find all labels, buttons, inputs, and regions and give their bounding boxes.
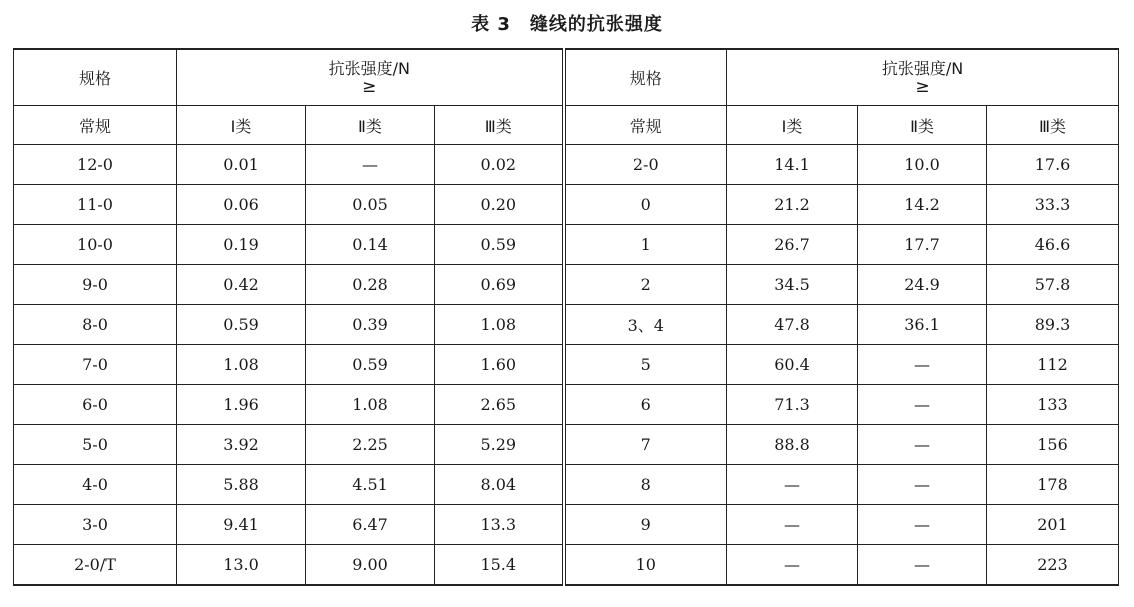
class2-value: 6.47: [306, 505, 435, 545]
class1-value: 0.01: [177, 145, 306, 185]
spec-cell: 4-0: [14, 465, 177, 505]
class3-value: 2.65: [435, 385, 564, 425]
class2-header: Ⅱ类: [306, 106, 435, 145]
spec-cell: 6-0: [14, 385, 177, 425]
class3-value: 0.59: [435, 225, 564, 265]
spec-cell: 5: [564, 345, 727, 385]
class1-value: 3.92: [177, 425, 306, 465]
class3-value: 201: [987, 505, 1119, 545]
strength-header-right: [727, 49, 1119, 106]
class2-value: 1.08: [306, 385, 435, 425]
class3-value: 223: [987, 545, 1119, 586]
class2-value: 0.59: [306, 345, 435, 385]
class2-value: 17.7: [858, 225, 987, 265]
spec-header-left: 规格: [14, 49, 177, 106]
class1-value: 5.88: [177, 465, 306, 505]
class1-value: —: [727, 465, 858, 505]
spec-cell: 10: [564, 545, 727, 586]
class2-value: 0.05: [306, 185, 435, 225]
spec-cell: 2-0: [564, 145, 727, 185]
class1-value: 9.41: [177, 505, 306, 545]
class3-value: 15.4: [435, 545, 564, 586]
strength-label: 抗张强度/N: [881, 59, 964, 78]
strength-header-left: [177, 49, 564, 106]
class1-header: Ⅰ类: [177, 106, 306, 145]
table-row: [14, 385, 1119, 425]
class1-value: —: [727, 545, 858, 586]
class1-value: —: [727, 505, 858, 545]
spec-cell: 3、4: [564, 305, 727, 345]
ge-symbol: ≥: [915, 77, 930, 97]
spec-cell: 9: [564, 505, 727, 545]
class3-value: 1.08: [435, 305, 564, 345]
table-row: [14, 505, 1119, 545]
class1-value: 0.59: [177, 305, 306, 345]
class3-value: 89.3: [987, 305, 1119, 345]
spec-cell: 3-0: [14, 505, 177, 545]
class1-value: 88.8: [727, 425, 858, 465]
class3-value: 5.29: [435, 425, 564, 465]
class2-value: —: [858, 505, 987, 545]
spec-header-right: 规格: [564, 49, 727, 106]
class2-value: 0.14: [306, 225, 435, 265]
class1-value: 14.1: [727, 145, 858, 185]
header-row-2: [14, 106, 1119, 145]
class1-value: 71.3: [727, 385, 858, 425]
class3-value: 1.60: [435, 345, 564, 385]
class1-header: Ⅰ类: [727, 106, 858, 145]
spec-cell: 0: [564, 185, 727, 225]
class1-value: 21.2: [727, 185, 858, 225]
table-row: [14, 145, 1119, 185]
class2-value: 24.9: [858, 265, 987, 305]
class1-value: 34.5: [727, 265, 858, 305]
class3-header: Ⅲ类: [987, 106, 1119, 145]
class2-value: 2.25: [306, 425, 435, 465]
spec-cell: 1: [564, 225, 727, 265]
table-row: [14, 305, 1119, 345]
header-row-1: [14, 49, 1119, 106]
spec-cell: 8-0: [14, 305, 177, 345]
class2-value: 10.0: [858, 145, 987, 185]
class2-value: 36.1: [858, 305, 987, 345]
ge-symbol: ≥: [362, 77, 377, 97]
table-row: [14, 465, 1119, 505]
class2-value: —: [858, 345, 987, 385]
class2-value: —: [858, 425, 987, 465]
class1-value: 1.96: [177, 385, 306, 425]
class1-value: 1.08: [177, 345, 306, 385]
class3-value: 8.04: [435, 465, 564, 505]
spec-cell: 10-0: [14, 225, 177, 265]
class2-value: 4.51: [306, 465, 435, 505]
class3-value: 0.02: [435, 145, 564, 185]
table-row: [14, 345, 1119, 385]
class2-value: 9.00: [306, 545, 435, 586]
spec-cell: 6: [564, 385, 727, 425]
class3-value: 112: [987, 345, 1119, 385]
spec-cell: 2-0/T: [14, 545, 177, 586]
class3-header: Ⅲ类: [435, 106, 564, 145]
class3-value: 13.3: [435, 505, 564, 545]
class1-value: 60.4: [727, 345, 858, 385]
spec-cell: 2: [564, 265, 727, 305]
spec-cell: 7-0: [14, 345, 177, 385]
class1-value: 0.42: [177, 265, 306, 305]
class2-value: —: [858, 465, 987, 505]
normal-header: 常规: [14, 106, 177, 145]
class2-value: —: [858, 385, 987, 425]
table-title: 表 3 缝线的抗张强度: [471, 14, 663, 35]
class1-value: 0.06: [177, 185, 306, 225]
class3-value: 156: [987, 425, 1119, 465]
class1-value: 26.7: [727, 225, 858, 265]
table-row: [14, 545, 1119, 586]
table-row: [14, 265, 1119, 305]
class2-value: 0.39: [306, 305, 435, 345]
class2-value: —: [306, 145, 435, 185]
class3-value: 17.6: [987, 145, 1119, 185]
class3-value: 133: [987, 385, 1119, 425]
class3-value: 33.3: [987, 185, 1119, 225]
table-body: [14, 145, 1119, 586]
class3-value: 0.69: [435, 265, 564, 305]
table-row: [14, 185, 1119, 225]
table-row: [14, 225, 1119, 265]
class3-value: 178: [987, 465, 1119, 505]
spec-cell: 9-0: [14, 265, 177, 305]
class3-value: 0.20: [435, 185, 564, 225]
table-row: [14, 425, 1119, 465]
spec-cell: 8: [564, 465, 727, 505]
class1-value: 47.8: [727, 305, 858, 345]
class2-value: 14.2: [858, 185, 987, 225]
spec-cell: 5-0: [14, 425, 177, 465]
class2-value: 0.28: [306, 265, 435, 305]
class3-value: 57.8: [987, 265, 1119, 305]
class3-value: 46.6: [987, 225, 1119, 265]
tensile-strength-table: [13, 48, 1119, 586]
class1-value: 0.19: [177, 225, 306, 265]
spec-cell: 7: [564, 425, 727, 465]
normal-header: 常规: [564, 106, 727, 145]
spec-cell: 11-0: [14, 185, 177, 225]
strength-label: 抗张强度/N: [328, 59, 410, 78]
class1-value: 13.0: [177, 545, 306, 586]
spec-cell: 12-0: [14, 145, 177, 185]
class2-header: Ⅱ类: [858, 106, 987, 145]
class2-value: —: [858, 545, 987, 586]
